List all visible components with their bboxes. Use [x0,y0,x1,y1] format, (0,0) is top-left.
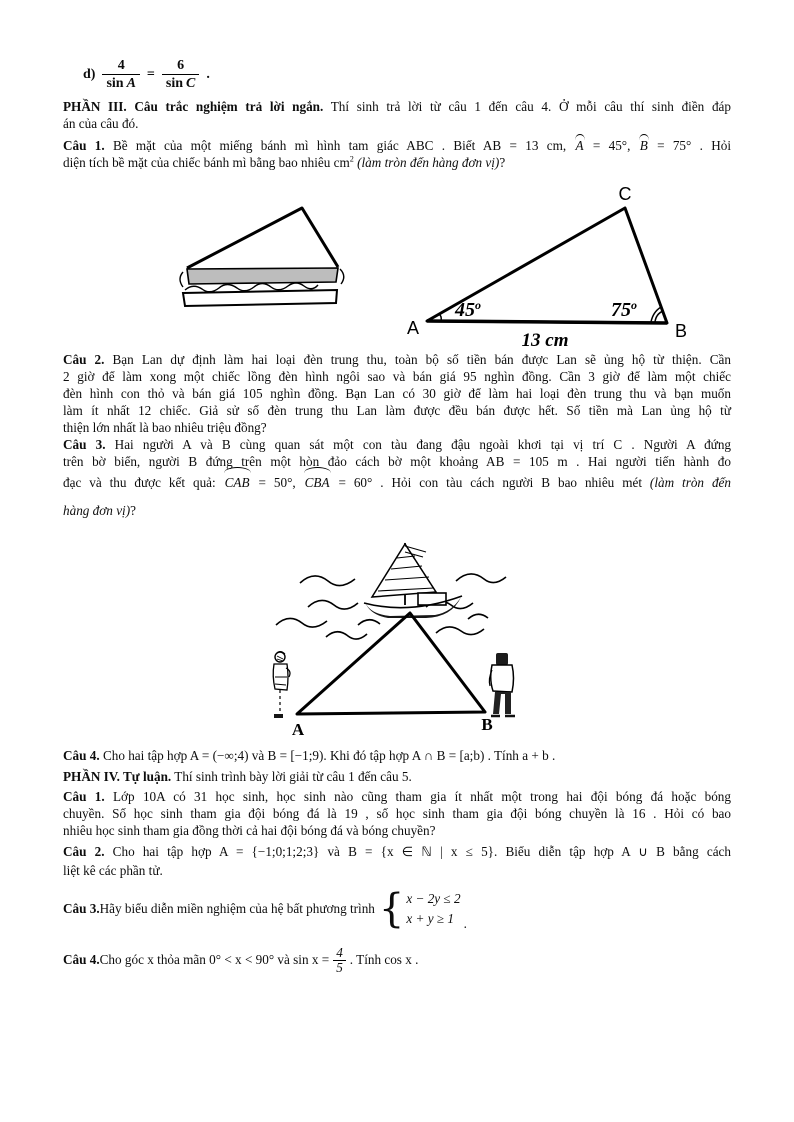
equals-sign: = [146,67,155,82]
bread-left-edge [180,272,183,287]
observer-B-figure [489,653,515,716]
part4-question-4: Câu 4. Cho góc x thỏa mãn 0° < x < 90° và sin x = $\frac{4}{5}$ . Tính cos x . [63,944,419,975]
part4-question-1: Câu 1. Lớp 10A có 31 học sinh, học sinh nào cũng tham gia ít nhất một trong hai đội bóng đá hoặc bóng chuyền. Số học sinh tham gia đội bóng đá là 19 , số học sinh tham gia đội bóng chuyền là 16 . Hỏi có bao nhiêu học sinh tham gia đồng thời cả hai đội bóng đá và bóng chuyền? [63,789,731,838]
left-brace: { [378,886,405,932]
part3-question-3: Câu 3. Hai người A và B cùng quan sát một con tàu đang đậu ngoài khơi tại vị trí C . Người A đứng trên bờ biển, người B đứng trên một hòn đảo cách bờ một khoảng AB = 105 m . Hai người tiến hành đo đạc và thu được kết quả: CAB = 50°, CBA = 60° . Hỏi con tàu cách người B bao nhiêu mét (làm tròn đến hàng đơn vị)? [63,437,732,518]
widehat-CBA: CBA [304,470,331,496]
part3-heading-line2: án của câu đó. [63,116,139,131]
angle-label-45: 45$^o$ [455,298,481,321]
question-label: Câu 1. [63,789,105,804]
part4-question-3: Câu 3. Hãy biểu diễn miền nghiệm của hệ bất phương trình { x − 2y ≤ 2 x + y ≥ 1 . [63,886,467,932]
bread-filling-layer [187,268,338,284]
superscript-2: 2 [349,154,354,164]
sail [372,544,436,597]
period: . [206,67,210,82]
inequality-system [375,886,461,932]
part3-heading-rest: Thí sinh trả lời từ câu 1 đến câu 4. Ở mỗi câu thí sinh điền đáp [323,99,731,114]
triangle-base [427,321,667,323]
fraction-4-sinA: $\frac{4}{\text{sin A}}$ [102,58,139,91]
bread-bottom-slice [183,290,337,306]
observer-label-A: A [291,720,305,739]
part3-question-4: Câu 4. Cho hai tập hợp A = (−∞;4) và B = [−1;9). Khi đó tập hợp A ∩ B = [a;b) . Tính a + b . [63,748,556,763]
angle-B-hat: B [639,138,648,153]
question-label: Câu 1. [63,138,105,153]
base-length-label: 13 cm [521,330,569,351]
bread-sandwich-figure [175,205,347,309]
question-label: Câu 2. [63,844,105,859]
question-label: Câu 2. [63,352,105,367]
angle-label-75: 75$^o$ [611,298,637,321]
vertex-label-A: A [407,318,420,338]
part3-heading-bold: PHẦN III. Câu trắc nghiệm trả lời ngắn. [63,99,324,114]
question1-figures [63,183,731,351]
equation-d-label: d) [83,67,96,82]
vertex-label-B: B [675,321,688,341]
boat-observation-figure [240,537,540,740]
document-content [63,0,731,980]
inequality-1: x − 2y ≤ 2 [406,891,461,906]
deckhouse [418,593,446,605]
part3-question-2: Câu 2. Bạn Lan dự định làm hai loại đèn trung thu, toàn bộ số tiền bán được Lan sẽ ủng hộ từ thiện. Cần 2 giờ để làm xong một chiếc lồng đèn hình ngôi sao và bán giá 95 nghìn đồng. Cần 3 giờ để làm một chiếc đèn hình con thỏ và bán giá 105 nghìn đồng. Bạn Lan có 30 giờ để làm hai loại đèn trung thu và bạn muốn làm ít nhất 12 chiếc. Giả sử số đèn trung thu Lan làm được đều bán được hết. Số tiền mà Lan ủng hộ từ thiện lớn nhất là bao nhiêu triệu đồng? [63,352,731,435]
part4-heading [63,768,731,785]
question-label: Câu 4. [63,952,100,967]
hull-top-line [364,596,462,608]
part3-heading [63,98,731,132]
bread-right-edge [340,269,344,284]
bread-top-slice [187,208,338,268]
question3-figure-wrap [240,537,731,740]
observer-A-figure [273,652,290,719]
vertex-label-C: C [618,184,632,204]
inequality-2: x + y ≥ 1 [406,911,454,926]
sailboat [364,543,462,618]
equation-d [83,52,731,98]
question-label: Câu 3. [63,437,106,452]
fraction-4-5: $\frac{4}{5}$ [333,946,346,975]
angle-A-hat: A [575,138,584,153]
part4-heading-rest: Thí sinh trình bày lời giải từ câu 1 đến câu 5. [171,769,412,784]
fraction-6-sinC: $\frac{6}{\text{sin C}}$ [162,58,199,91]
triangle-abc-figure [393,183,693,351]
observer-label-B: B [481,715,493,734]
part3-question-1: Câu 1. Bề mặt của một miếng bánh mì hình tam giác ABC . Biết AB = 13 cm, A = 45°, B = 75° . Hỏi diện tích bề mặt của chiếc bánh mì bằng bao nhiêu $cm^2$ (làm tròn đến hàng đơn vị)? [63,138,731,170]
question-label: Câu 3. [63,901,100,916]
widehat-CAB: CAB [224,470,251,496]
part4-heading-bold: PHẦN IV. Tự luận. [63,769,172,784]
part4-question-2: Câu 2. Cho hai tập hợp A = {−1;0;1;2;3} và B = {x ∈ ℕ | x ≤ 5}. Biểu diễn tập hợp A ∪ B bằng cách liệt kê các phần tử. [63,844,732,878]
question-label: Câu 4. [63,748,100,763]
